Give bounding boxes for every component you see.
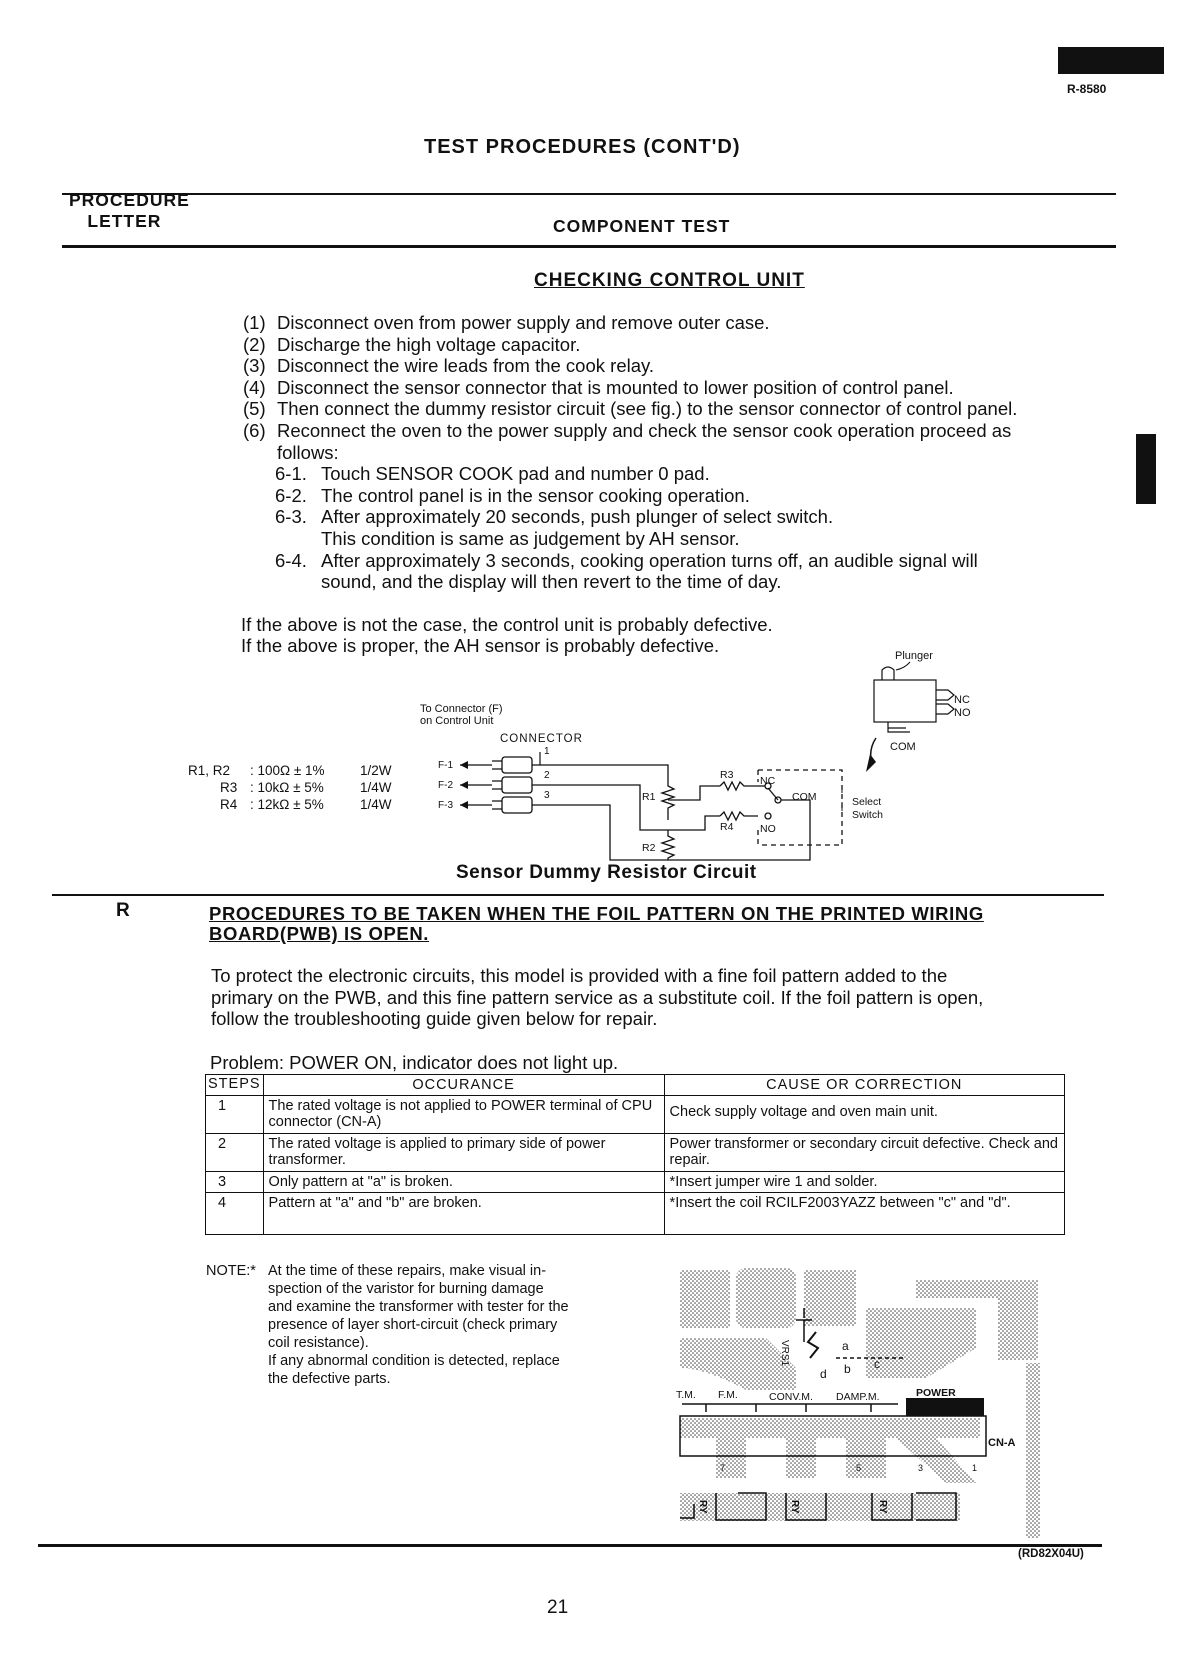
switch-com-tab [888,722,910,732]
model-number: R-8580 [1067,82,1107,96]
step-number: (1) [243,312,266,333]
step-number: (3) [243,355,266,377]
resistor-r3 [720,782,758,790]
procedure-heading-line2: LETTER [87,211,162,231]
pin-3-label: 3 [918,1463,924,1473]
header-rule-bottom [62,245,1116,248]
foil-area [896,1438,976,1483]
table-row [206,1096,1065,1134]
step-item [243,377,1113,399]
occurance-cell: The rated voltage is applied to primary side of power transformer. [263,1134,664,1172]
connector-plug [502,757,532,773]
label-cna: CN-A [988,1437,1016,1449]
foil-area [680,1338,796,1390]
switch-com-label: COM [890,741,916,753]
cause-cell: Power transformer or secondary circuit defective. Check and repair. [664,1134,1064,1172]
cause-cell: Check supply voltage and oven main unit. [664,1096,1064,1134]
connector-plug [502,797,532,813]
com-contact-label: COM [792,791,817,803]
to-connector-label-2: on Control Unit [420,715,494,727]
label-fm: F.M. [718,1389,738,1401]
switch-nc-label: NC [954,694,970,706]
page-title: TEST PROCEDURES (CONT'D) [424,136,741,158]
switch-lead-arrow [866,754,876,772]
step-text: Discharge the high voltage capacitor. [277,333,581,355]
switch-terminal-no [765,813,771,819]
note-line: presence of layer short-circuit (check primary [268,1317,558,1333]
control-unit-title: CHECKING CONTROL UNIT [534,270,805,291]
switch-lever [768,788,778,800]
motor-terminal-bar [682,1404,898,1412]
wire-f1 [540,765,668,780]
r1-label: R1 [642,791,656,803]
dummy-resistor-circuit [180,640,980,890]
conclusion-line-1: If the above is not the case, the control unit is probably defective. [241,614,773,635]
substep-text: After approximately 3 seconds, cooking operation turns off, an audible signal will [321,549,978,571]
label-power: POWER [916,1387,956,1399]
footer-rule [38,1544,1102,1547]
pin-7-label: 7 [720,1463,726,1473]
circuit-wiring [540,765,842,860]
pin-number: 1 [544,746,550,757]
spec-names: R1, R2 [188,763,231,778]
component-test-heading: COMPONENT TEST [553,216,731,236]
vrs1-label: VRS1 [779,1340,790,1367]
step-item [243,420,1113,442]
to-connector-label-1: To Connector (F) [420,703,503,715]
substep-text: The control panel is in the sensor cooking operation. [321,484,750,506]
spec-names: R4 [220,797,238,812]
power-terminal-block [906,1398,984,1416]
note-line: At the time of these repairs, make visual in- [268,1263,547,1279]
step-number: (5) [243,398,266,420]
cause-cell: *Insert jumper wire 1 and solder. [664,1172,1064,1193]
table-row [206,1193,1065,1235]
pin-arrowheads [460,761,468,809]
substep-continuation: sound, and the display will then revert to the time of day. [321,571,782,593]
troubleshooting-table [205,1074,1065,1235]
circuit-caption: Sensor Dummy Resistor Circuit [456,862,757,883]
switch-com-wire [781,800,810,820]
foil-area [998,1280,1038,1360]
occurance-cell: Pattern at "a" and "b" are broken. [263,1193,664,1235]
substep-number: 6-2. [275,484,307,506]
conclusion-line-2: If the above is proper, the AH sensor is probably defective. [241,635,720,656]
page-number: 21 [547,1597,569,1618]
pin-label: F-3 [438,800,453,811]
note-line: and examine the transformer with tester for the [268,1299,569,1315]
substep-text: After approximately 20 seconds, push plunger of select switch. [321,506,834,528]
procedure-letter-heading [69,190,190,232]
pwb-foil-areas [680,1268,1040,1538]
table-row [206,1134,1065,1172]
relay-label: RY [697,1500,708,1514]
substep-number: 6-4. [275,549,307,571]
r3-label: R3 [720,769,734,781]
label-b: b [844,1362,851,1376]
step-text: Then connect the dummy resistor circuit (see fig.) to the sensor connector of control panel. [277,398,1018,420]
occurance-cell: The rated voltage is not applied to POWER terminal of CPU connector (CN-A) [263,1096,664,1134]
spec-watt: 1/4W [360,780,392,795]
cause-cell: *Insert the coil RCILF2003YAZZ between "c" and "d". [664,1193,1064,1235]
step-item [243,334,1113,356]
procedure-r-title [209,904,984,944]
foil-area [736,1268,796,1328]
step-cell: 1 [206,1096,264,1134]
occurance-cell: Only pattern at "a" is broken. [263,1172,664,1193]
intro-line: follow the troubleshooting guide given below for repair. [211,1008,658,1029]
no-contact-label: NO [760,823,776,835]
problem-statement: Problem: POWER ON, indicator does not light up. [210,1052,619,1073]
pwb-foil-diagram [676,1268,1056,1538]
repair-note [206,1262,626,1388]
relay-label: RY [789,1500,800,1514]
select-switch-body [874,680,936,722]
col-occurance: OCCURANCE [263,1075,664,1096]
spec-watt: 1/2W [360,763,392,778]
pin-1-label: 1 [972,1463,978,1473]
substep-item [243,463,1113,485]
substep-text: Touch SENSOR COOK pad and number 0 pad. [321,463,710,485]
step-text: Reconnect the oven to the power supply and check the sensor cook operation proceed as [277,419,1012,441]
spec-value: : 100Ω ± 1% [250,763,325,778]
pin-label: F-1 [438,760,453,771]
spec-value: : 10kΩ ± 5% [250,780,324,795]
pin-number: 3 [544,790,550,801]
relay-label: RY [877,1500,888,1514]
procedure-heading-line1: PROCEDURE [69,190,190,210]
pin-number: 2 [544,770,550,781]
connector-label: CONNECTOR [500,733,583,745]
col-steps: STEPS [206,1075,264,1096]
step-text: Disconnect oven from power supply and remove outer case. [277,312,770,333]
substep-continuation: This condition is same as judgement by AH sensor. [321,527,740,549]
table-header-row [206,1075,1065,1096]
pin-label: F-2 [438,780,453,791]
note-line: coil resistance). [268,1335,369,1351]
r4-label: R4 [720,821,734,833]
switch-nc-tab [936,690,954,700]
step-cell: 2 [206,1134,264,1172]
step-item [243,355,1113,377]
label-c: c [874,1357,880,1371]
foil-area [680,1418,980,1438]
label-dampm: DAMP.M. [836,1391,880,1403]
procedure-r-title-line2: BOARD(PWB) IS OPEN. [209,923,430,944]
substep-item [243,506,1113,528]
connector-plug [502,777,532,793]
note-line: If any abnormal condition is detected, replace [268,1353,560,1369]
substep-number: 6-1. [275,463,307,485]
step-text: Disconnect the wire leads from the cook relay. [277,355,655,377]
label-convm: CONV.M. [769,1391,813,1403]
switch-no-label: NO [954,707,971,719]
substep-item [243,485,1113,507]
connector-pins [438,746,550,813]
spec-watt: 1/4W [360,797,392,812]
intro-line: primary on the PWB, and this fine pattern service as a substitute coil. If the foil pattern is open, [211,986,984,1008]
step-number: (2) [243,333,266,355]
step-number: (4) [243,376,266,398]
step-item [243,312,1113,334]
header-rule-top [62,193,1116,195]
connector-sockets [492,752,540,809]
procedure-r-title-line1: PROCEDURES TO BE TAKEN WHEN THE FOIL PATTERN ON THE PRINTED WIRING [209,903,984,924]
page-corner-tab [1058,47,1164,74]
wire-r2-r4 [668,816,720,830]
note-line: the defective parts. [268,1371,391,1387]
substep-item [243,550,1113,572]
step-item [243,398,1113,420]
spec-value: : 12kΩ ± 5% [250,797,324,812]
step-continuation: follows: [277,441,339,463]
foil-area [866,1308,976,1378]
resistor-r2 [662,830,674,860]
resistor-r4 [720,812,758,820]
foil-area [1026,1363,1040,1538]
nc-contact-label: NC [760,775,776,787]
label-tm: T.M. [676,1389,696,1401]
label-d: d [820,1367,827,1381]
foil-area [846,1438,886,1478]
substep-number: 6-3. [275,506,307,528]
select-switch-label-2: Switch [852,809,883,821]
col-cause: CAUSE OR CORRECTION [664,1075,1064,1096]
foil-area [680,1270,730,1328]
plunger-button [882,667,894,680]
foil-break-a [808,1332,818,1358]
label-a: a [842,1339,849,1353]
select-switch-label-1: Select [852,796,882,808]
step-cell: 3 [206,1172,264,1193]
side-margin-mark [1136,434,1156,504]
spec-names: R3 [220,780,238,795]
plunger-label: Plunger [895,650,933,662]
table-row [206,1172,1065,1193]
note-line: spection of the varistor for burning damage [268,1281,544,1297]
foil-area [804,1270,856,1326]
procedure-r-intro [211,965,983,1030]
procedure-r-rule [52,894,1104,896]
wire-r1-r3 [668,786,720,800]
resistor-spec-table [188,763,392,812]
r2-label: R2 [642,842,656,854]
step-text: Disconnect the sensor connector that is mounted to lower position of control panel. [277,376,954,398]
step-number: (6) [243,419,266,441]
note-label: NOTE:* [206,1263,256,1279]
note-body [268,1262,569,1388]
foil-area [786,1438,816,1478]
procedure-letter-r: R [116,900,130,921]
step-cell: 4 [206,1193,264,1235]
foil-area [680,1493,960,1521]
intro-line: To protect the electronic circuits, this model is provided with a fine foil pattern added to the [211,965,948,986]
figure-id: (RD82X04U) [1018,1548,1084,1560]
plunger-arrow [896,662,910,670]
control-unit-steps [243,312,1113,593]
pin-5-label: 5 [856,1463,862,1473]
switch-no-tab [936,704,954,714]
